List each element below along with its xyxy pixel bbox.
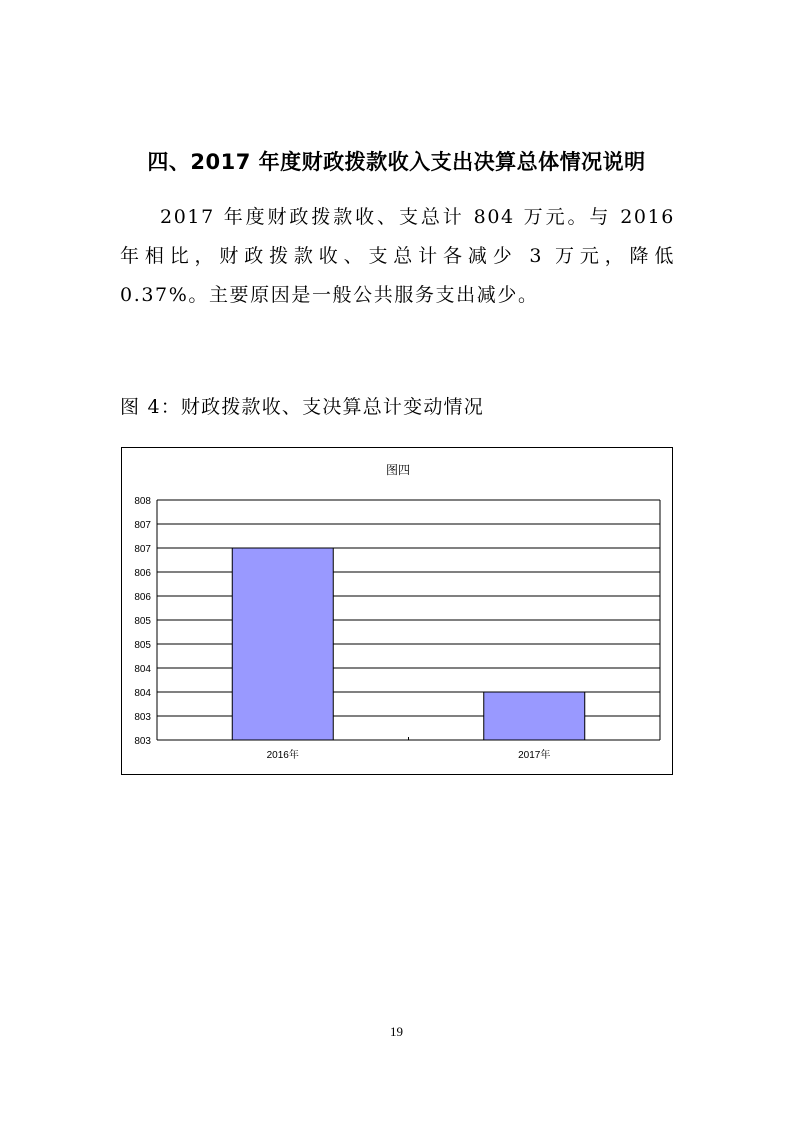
x-tick-label: 2017年 — [518, 750, 551, 761]
bar-chart — [122, 448, 674, 776]
section-heading: 四、2017 年度财政拨款收入支出决算总体情况说明 — [147, 150, 646, 174]
bar — [232, 548, 333, 740]
chart-title: 图四 — [385, 463, 411, 477]
figure-caption: 图 4：财政拨款收、支决算总计变动情况 — [120, 396, 484, 418]
chart-frame — [121, 447, 673, 775]
page-number: 19 — [390, 1024, 403, 1039]
y-tick-label: 805 — [134, 616, 151, 627]
body-paragraph — [120, 198, 675, 315]
y-tick-label: 806 — [134, 568, 151, 579]
y-tick-label: 807 — [134, 520, 151, 531]
x-tick-label: 2016年 — [266, 750, 299, 761]
bar — [484, 692, 585, 740]
y-tick-label: 803 — [134, 736, 151, 747]
y-tick-label: 806 — [134, 592, 151, 603]
y-tick-label: 804 — [134, 688, 151, 699]
y-tick-label: 805 — [134, 640, 151, 651]
y-tick-label: 804 — [134, 664, 151, 675]
y-tick-label: 807 — [134, 544, 151, 555]
body-paragraph-text: 2017 年度财政拨款收、支总计 804 万元。与 2016 年相比，财政拨款收、支总计各减少 3 万元，降低 0.37%。主要原因是一般公共服务支出减少。 — [120, 206, 675, 306]
y-tick-label: 808 — [134, 496, 151, 507]
y-tick-label: 803 — [134, 712, 151, 723]
